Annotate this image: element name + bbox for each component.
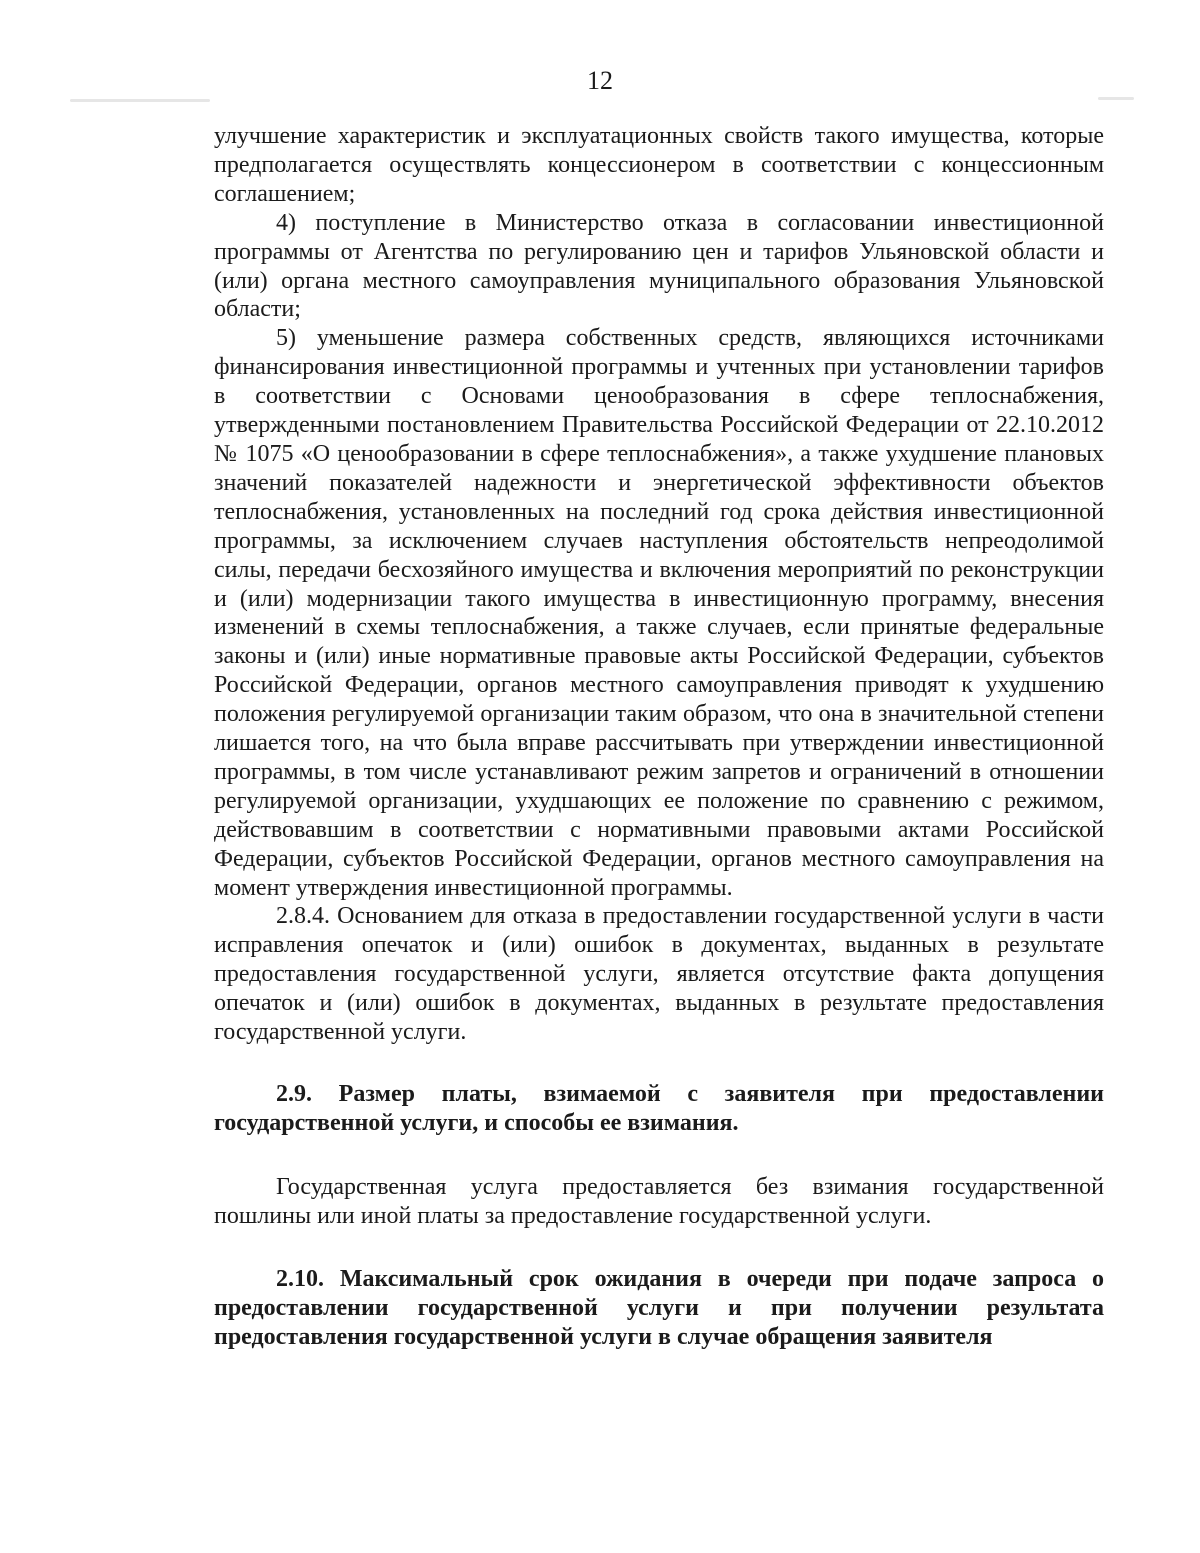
paragraph-continuation: улучшение характеристик и эксплуатационных свойств такого имущества, которые предполагается осуществлять концессионером в соответствии с концессионным соглашением; bbox=[214, 123, 1104, 207]
document-body bbox=[214, 122, 1104, 1352]
section-2-9-text: Государственная услуга предоставляется без взимания государственной пошлины или иной платы за предоставление государственной услуги. bbox=[214, 1174, 1104, 1229]
spacer bbox=[214, 1231, 1104, 1265]
section-2-10-heading: 2.10. Максимальный срок ожидания в очереди при подаче запроса о предоставлении государственной услуги и при получении результата предоставления государственной услуги в случае обращения заявителя bbox=[214, 1265, 1104, 1350]
paragraph-item-4: 4) поступление в Министерство отказа в согласовании инвестиционной программы от Агентства по регулированию цен и тарифов Ульяновской области и (или) органа местного самоуправления муниципального образования Ульяновской области; bbox=[214, 209, 1104, 323]
section-2-9-heading: 2.9. Размер платы, взимаемой с заявителя при предоставлении государственной услуги, и способы ее взимания. bbox=[214, 1081, 1104, 1136]
spacer bbox=[214, 1138, 1104, 1173]
spacer bbox=[214, 1047, 1104, 1080]
scan-mark-left bbox=[70, 99, 210, 102]
scan-mark-right bbox=[1098, 97, 1134, 100]
page-number: 12 bbox=[587, 66, 613, 95]
paragraph-2-8-4: 2.8.4. Основанием для отказа в предоставлении государственной услуги в части исправления опечаток и (или) ошибок в документах, выданных в результате предоставления государственной услуги, является отсутствие факта допущения опечаток и (или) ошибок в документах, выданных в результате предоставления государственной услуги. bbox=[214, 903, 1104, 1046]
paragraph-item-5: 5) уменьшение размера собственных средств, являющихся источниками финансирования инвестиционной программы и учтенных при установлении тарифов в соответствии с Основами ценообразования в сфере теплоснабжения, утвержденными постановлением Правительства Российской Федерации от 22.10.2012 № 1075 «О ценообразовании в сфере теплоснабжения», а также ухудшение плановых значений показателей надежности и энергетической эффективности объектов теплоснабжения, установленных на последний год срока действия инвестиционной программы, за исключением случаев наступления обстоятельств непреодолимой силы, передачи бесхозяйного имущества и включения мероприятий по реконструкции и (или) модернизации такого имущества в инвестиционную программу, внесения изменений в схемы теплоснабжения, а также случаев, если принятые федеральные законы и (или) иные нормативные правовые акты Российской Федерации, субъектов Российской Федерации, органов местного самоуправления приводят к ухудшению положения регулируемой организации таким образом, что она в значительной степени лишается того, на что была вправе рассчитывать при утверждении инвестиционной программы, в том числе устанавливают режим запретов и ограничений в отношении регулируемой организации, ухудшающих ее положение по сравнению с режимом, действовавшим в соответствии с нормативными правовыми актами Российской Федерации, субъектов Российской Федерации, органов местного самоуправления на момент утверждения инвестиционной программы. bbox=[214, 325, 1104, 901]
